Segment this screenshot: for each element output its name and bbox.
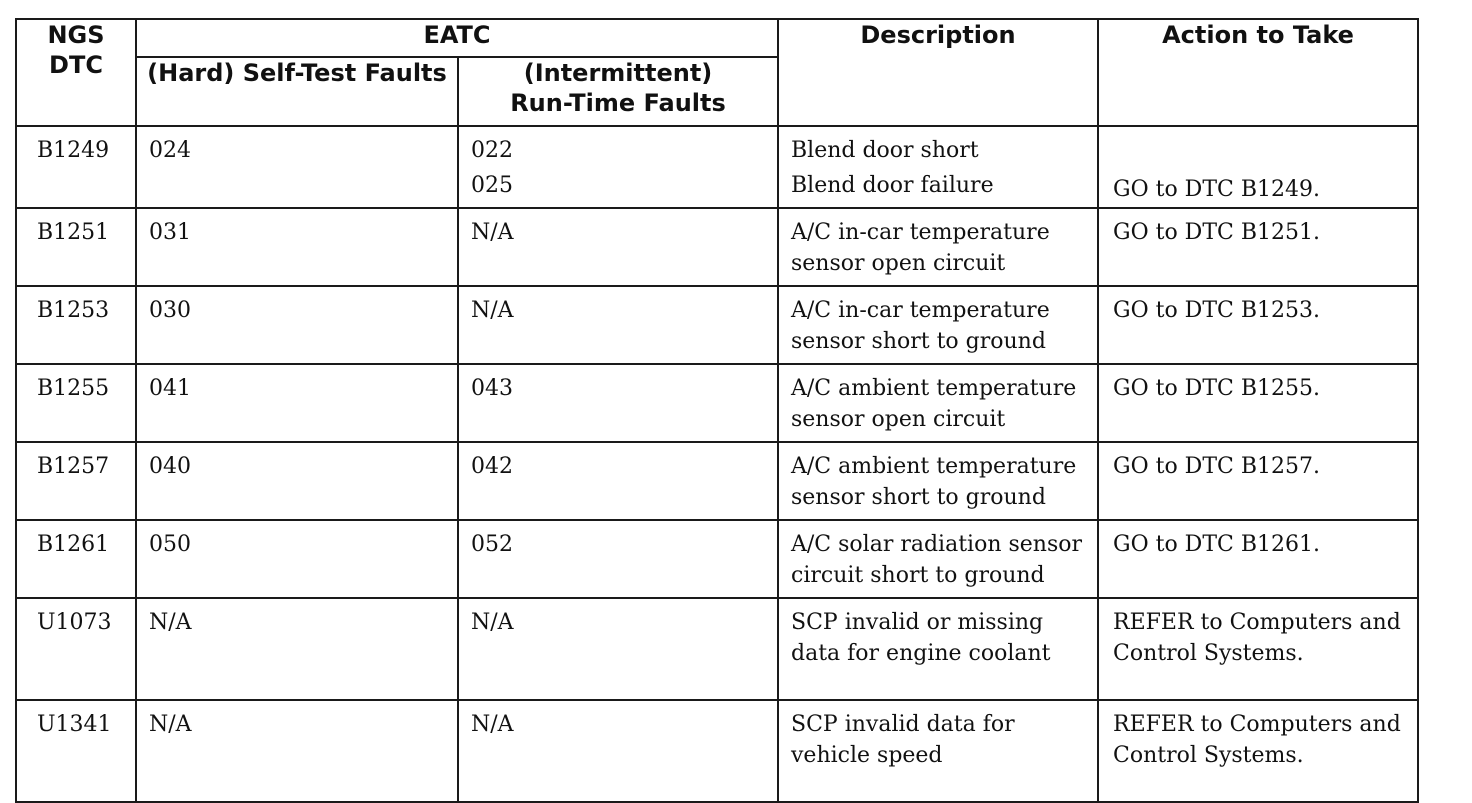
action-line: REFER to Computers and	[1113, 712, 1401, 737]
header-runtime-line2: Run-Time Faults	[510, 89, 726, 117]
runtime-code: N/A	[471, 610, 514, 635]
header-runtime-faults	[458, 57, 778, 126]
dtc-code: B1251	[16, 208, 136, 286]
hard-fault-code: 041	[136, 364, 458, 442]
description	[778, 208, 1098, 286]
description	[778, 700, 1098, 802]
dtc-code: U1341	[16, 700, 136, 802]
description-line: SCP invalid data for	[791, 712, 1015, 737]
action	[1098, 126, 1418, 208]
dtc-code: B1255	[16, 364, 136, 442]
table-row	[16, 520, 1418, 598]
runtime-code: N/A	[471, 220, 514, 245]
header-hard-faults: (Hard) Self-Test Faults	[136, 57, 458, 126]
hard-fault-code: 030	[136, 286, 458, 364]
description-line: A/C solar radiation sensor	[791, 532, 1083, 557]
runtime-code: 042	[471, 454, 513, 479]
description-line: sensor open circuit	[791, 251, 1006, 276]
description-line: Blend door short	[791, 138, 979, 163]
description-line: sensor short to ground	[791, 485, 1046, 510]
runtime-code: 022	[471, 138, 513, 163]
action	[1098, 598, 1418, 700]
description-line: SCP invalid or missing	[791, 610, 1044, 635]
dtc-table	[15, 18, 1419, 803]
table-row	[16, 208, 1418, 286]
description-line: circuit short to ground	[791, 563, 1045, 588]
runtime-fault-codes	[458, 520, 778, 598]
table-row	[16, 598, 1418, 700]
dtc-code: B1261	[16, 520, 136, 598]
table-row	[16, 286, 1418, 364]
description-line: vehicle speed	[791, 743, 943, 768]
dtc-table-wrapper	[15, 18, 1419, 803]
description-line: sensor open circuit	[791, 407, 1006, 432]
action	[1098, 442, 1418, 520]
action	[1098, 364, 1418, 442]
description-line: A/C in-car temperature	[791, 220, 1050, 245]
table-header	[16, 19, 1418, 126]
description-line: A/C ambient temperature	[791, 454, 1077, 479]
description	[778, 598, 1098, 700]
hard-fault-code: 024	[136, 126, 458, 208]
runtime-fault-codes	[458, 700, 778, 802]
runtime-fault-codes	[458, 598, 778, 700]
action	[1098, 520, 1418, 598]
action-line: GO to DTC B1249.	[1113, 177, 1320, 202]
dtc-code: U1073	[16, 598, 136, 700]
action-line: GO to DTC B1255.	[1113, 376, 1320, 401]
runtime-fault-codes	[458, 286, 778, 364]
action-line: REFER to Computers and	[1113, 610, 1401, 635]
runtime-code: 025	[471, 173, 513, 198]
description	[778, 364, 1098, 442]
description-line: A/C in-car temperature	[791, 298, 1050, 323]
dtc-code: B1257	[16, 442, 136, 520]
action	[1098, 700, 1418, 802]
header-ngs-dtc-line2: DTC	[49, 51, 103, 79]
action-line: GO to DTC B1251.	[1113, 220, 1320, 245]
description	[778, 286, 1098, 364]
table-row	[16, 442, 1418, 520]
description-line: sensor short to ground	[791, 329, 1046, 354]
runtime-fault-codes	[458, 364, 778, 442]
table-row	[16, 364, 1418, 442]
runtime-code: 052	[471, 532, 513, 557]
hard-fault-code: 050	[136, 520, 458, 598]
dtc-code: B1253	[16, 286, 136, 364]
description	[778, 126, 1098, 208]
table-body	[16, 126, 1418, 802]
hard-fault-code: N/A	[136, 598, 458, 700]
header-action: Action to Take	[1098, 19, 1418, 126]
table-row	[16, 126, 1418, 208]
runtime-code: N/A	[471, 298, 514, 323]
description-line: data for engine coolant	[791, 641, 1051, 666]
action	[1098, 286, 1418, 364]
header-eatc-group: EATC	[136, 19, 778, 57]
action-line: Control Systems.	[1113, 641, 1304, 666]
action	[1098, 208, 1418, 286]
action-line: GO to DTC B1253.	[1113, 298, 1320, 323]
action-line: GO to DTC B1261.	[1113, 532, 1320, 557]
description-line: Blend door failure	[791, 173, 994, 198]
hard-fault-code: N/A	[136, 700, 458, 802]
table-row	[16, 700, 1418, 802]
description	[778, 520, 1098, 598]
header-ngs-dtc	[16, 19, 136, 126]
header-runtime-line1: (Intermittent)	[523, 59, 713, 87]
runtime-code: 043	[471, 376, 513, 401]
runtime-fault-codes	[458, 442, 778, 520]
runtime-code: N/A	[471, 712, 514, 737]
dtc-code: B1249	[16, 126, 136, 208]
action-line: Control Systems.	[1113, 743, 1304, 768]
header-ngs-dtc-line1: NGS	[47, 21, 105, 49]
runtime-fault-codes	[458, 208, 778, 286]
hard-fault-code: 031	[136, 208, 458, 286]
description-line: A/C ambient temperature	[791, 376, 1077, 401]
header-row-group	[16, 19, 1418, 57]
action-line: GO to DTC B1257.	[1113, 454, 1320, 479]
header-description: Description	[778, 19, 1098, 126]
runtime-fault-codes	[458, 126, 778, 208]
hard-fault-code: 040	[136, 442, 458, 520]
description	[778, 442, 1098, 520]
